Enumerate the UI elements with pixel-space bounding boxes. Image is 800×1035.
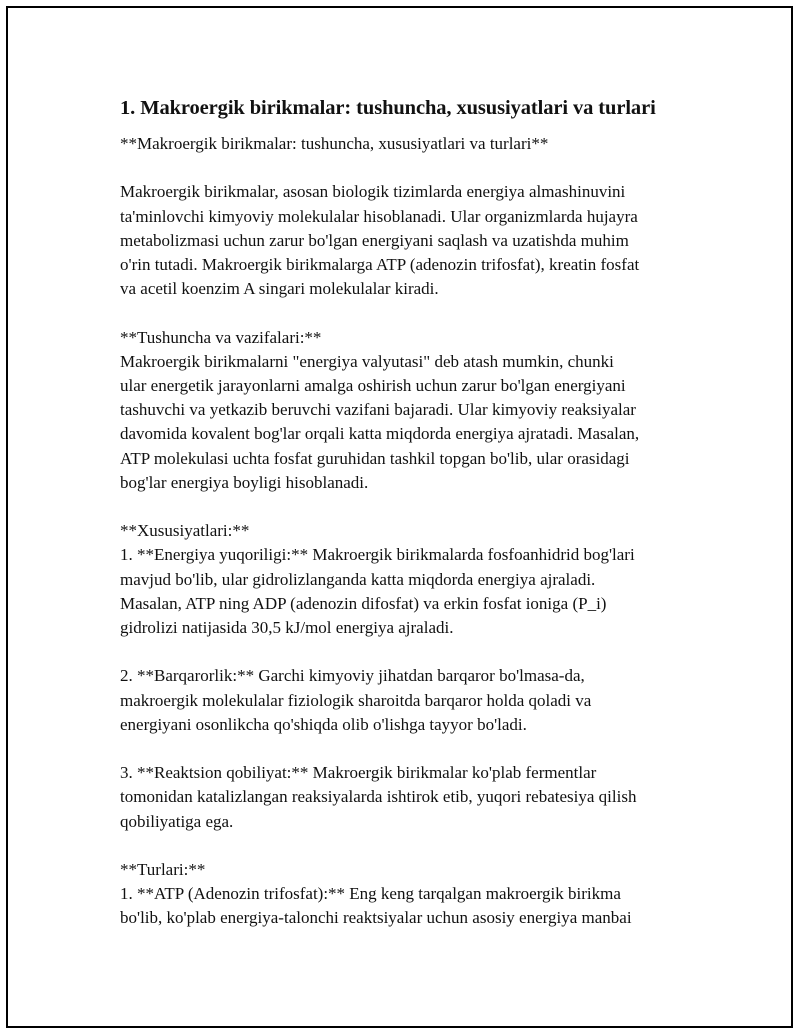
properties-section-paragraph: **Xususiyatlari:** 1. **Energiya yuqoriligi:** Makroergik birikmalarda fosfoanhidrid bog'lari mavjud bo'lib, ular gidrolizlanganda katta miqdorda energiya ajraladi. Masalan, ATP ning ADP (adenozin difosfat) va erkin fosfat ioniga (P_i) gidrolizi natijasida 30,5 kJ/mol energiya ajraladi. [120,521,635,638]
paragraph-gap [120,834,700,858]
intro-paragraph: Makroergik birikmalar, asosan biologik tizimlarda energiya almashinuvini ta'minlovchi kimyoviy molekulalar hisoblanadi. Ular organizmlarda hujayra metabolizmasi uchun zarur bo'lgan energiyani saqlash va uzatishda muhim o'rin tutadi. Makroergik birikmalarga ATP (adenozin trifosfat), kreatin fosfat va acetil koenzim A singari molekulalar kiradi. [120,182,640,299]
reactivity-paragraph: 3. **Reaktsion qobiliyat:** Makroergik birikmalar ko'plab fermentlar tomonidan katalizlangan reaksiyalarda ishtirok etib, yuqori rebatesiya qilish qobiliyatiga ega. [120,763,637,831]
paragraph-gap [120,156,700,180]
stability-paragraph: 2. **Barqarorlik:** Garchi kimyoviy jihatdan barqaror bo'lmasa-da, makroergik molekulalar fiziologik sharoitda barqaror holda qoladi va energiyani osonlikcha qo'shiqda olib o'lishga tayyor bo'ladi. [120,666,592,734]
concept-section-paragraph: **Tushuncha va vazifalari:** Makroergik birikmalarni "energiya valyutasi" deb atash mumkin, chunki ular energetik jarayonlarni amalga oshirish uchun zarur bo'lgan energiyani tashuvchi va yetkazib beruvchi vazifani bajaradi. Ular kimyoviy reaksiyalar davomida kovalent bog'lar orqali katta miqdorda energiya ajratadi. Masalan, ATP molekulasi uchta fosfat guruhidan tashkil topgan bo'lib, ular orasidagi bog'lar energiya boyligi hisoblanadi. [120,327,640,492]
page-frame [6,6,793,1028]
paragraph-gap [120,737,700,761]
paragraph-gap [120,640,700,664]
paragraph-gap [120,301,700,325]
document-body [120,96,700,931]
paragraph-gap [120,495,700,519]
types-section-paragraph: **Turlari:** 1. **ATP (Adenozin trifosfat):** Eng keng tarqalgan makroergik birikma bo'lib, ko'plab energiya-talonchi reaktsiyalar uchun asosiy energiya manbai [120,860,632,928]
subtitle-paragraph: **Makroergik birikmalar: tushuncha, xususiyatlari va turlari** [120,134,549,153]
document-title: 1. Makroergik birikmalar: tushuncha, xususiyatlari va turlari [120,97,656,119]
